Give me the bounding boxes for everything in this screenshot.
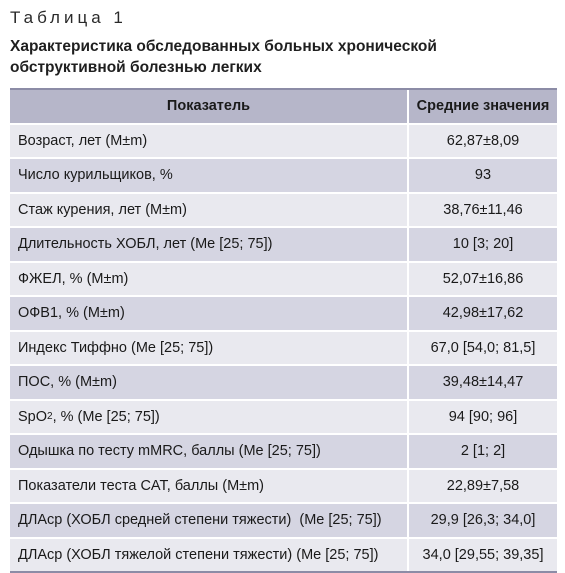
row-value: 22,89±7,58 [409, 470, 557, 503]
row-value: 38,76±11,46 [409, 194, 557, 227]
row-label: Возраст, лет (M±m) [10, 125, 409, 158]
table-row [10, 401, 557, 436]
table-row [10, 194, 557, 229]
row-value: 42,98±17,62 [409, 297, 557, 330]
document [10, 0, 557, 78]
table-row [10, 539, 557, 573]
table-row [10, 366, 557, 401]
row-label: ДЛАср (ХОБЛ тяжелой степени тяжести) (Me [25; 75]) [10, 539, 409, 572]
row-value: 67,0 [54,0; 81,5] [409, 332, 557, 365]
row-value: 34,0 [29,55; 39,35] [409, 539, 557, 572]
row-value: 62,87±8,09 [409, 125, 557, 158]
table-row [10, 297, 557, 332]
table-row [10, 504, 557, 539]
row-label: ОФВ1, % (M±m) [10, 297, 409, 330]
row-label: Стаж курения, лет (M±m) [10, 194, 409, 227]
table-caption [10, 36, 550, 78]
table-row [10, 332, 557, 367]
row-value: 39,48±14,47 [409, 366, 557, 399]
row-label [10, 401, 409, 434]
characteristics-table [10, 88, 557, 573]
row-label: Одышка по тесту mMRC, баллы (Me [25; 75]) [10, 435, 409, 468]
spo2-label-prefix: SpO [18, 409, 47, 425]
row-label: Число курильщиков, % [10, 159, 409, 192]
header-mean-values: Средние значения [409, 90, 557, 123]
row-label: ПОС, % (M±m) [10, 366, 409, 399]
row-label: Показатели теста CAT, баллы (M±m) [10, 470, 409, 503]
row-value: 93 [409, 159, 557, 192]
row-value: 2 [1; 2] [409, 435, 557, 468]
row-value: 10 [3; 20] [409, 228, 557, 261]
table-row [10, 125, 557, 160]
header-indicator: Показатель [10, 90, 409, 123]
row-value: 29,9 [26,3; 34,0] [409, 504, 557, 537]
table-header-row [10, 88, 557, 125]
row-label: ФЖЕЛ, % (M±m) [10, 263, 409, 296]
caption-line-2: обструктивной болезнью легких [10, 57, 550, 78]
table-row [10, 263, 557, 298]
row-value: 94 [90; 96] [409, 401, 557, 434]
table-row [10, 470, 557, 505]
table-row [10, 228, 557, 263]
table-number-label: Таблица 1 [10, 7, 557, 29]
caption-line-1: Характеристика обследованных больных хронической [10, 36, 550, 57]
spo2-subscript: 2 [47, 411, 53, 422]
row-label: Длительность ХОБЛ, лет (Me [25; 75]) [10, 228, 409, 261]
table-row [10, 159, 557, 194]
row-label: ДЛАср (ХОБЛ средней степени тяжести) (Me [25; 75]) [10, 504, 409, 537]
spo2-label-suffix: , % (Me [25; 75]) [53, 409, 160, 425]
row-value: 52,07±16,86 [409, 263, 557, 296]
table-row [10, 435, 557, 470]
row-label: Индекс Тиффно (Me [25; 75]) [10, 332, 409, 365]
